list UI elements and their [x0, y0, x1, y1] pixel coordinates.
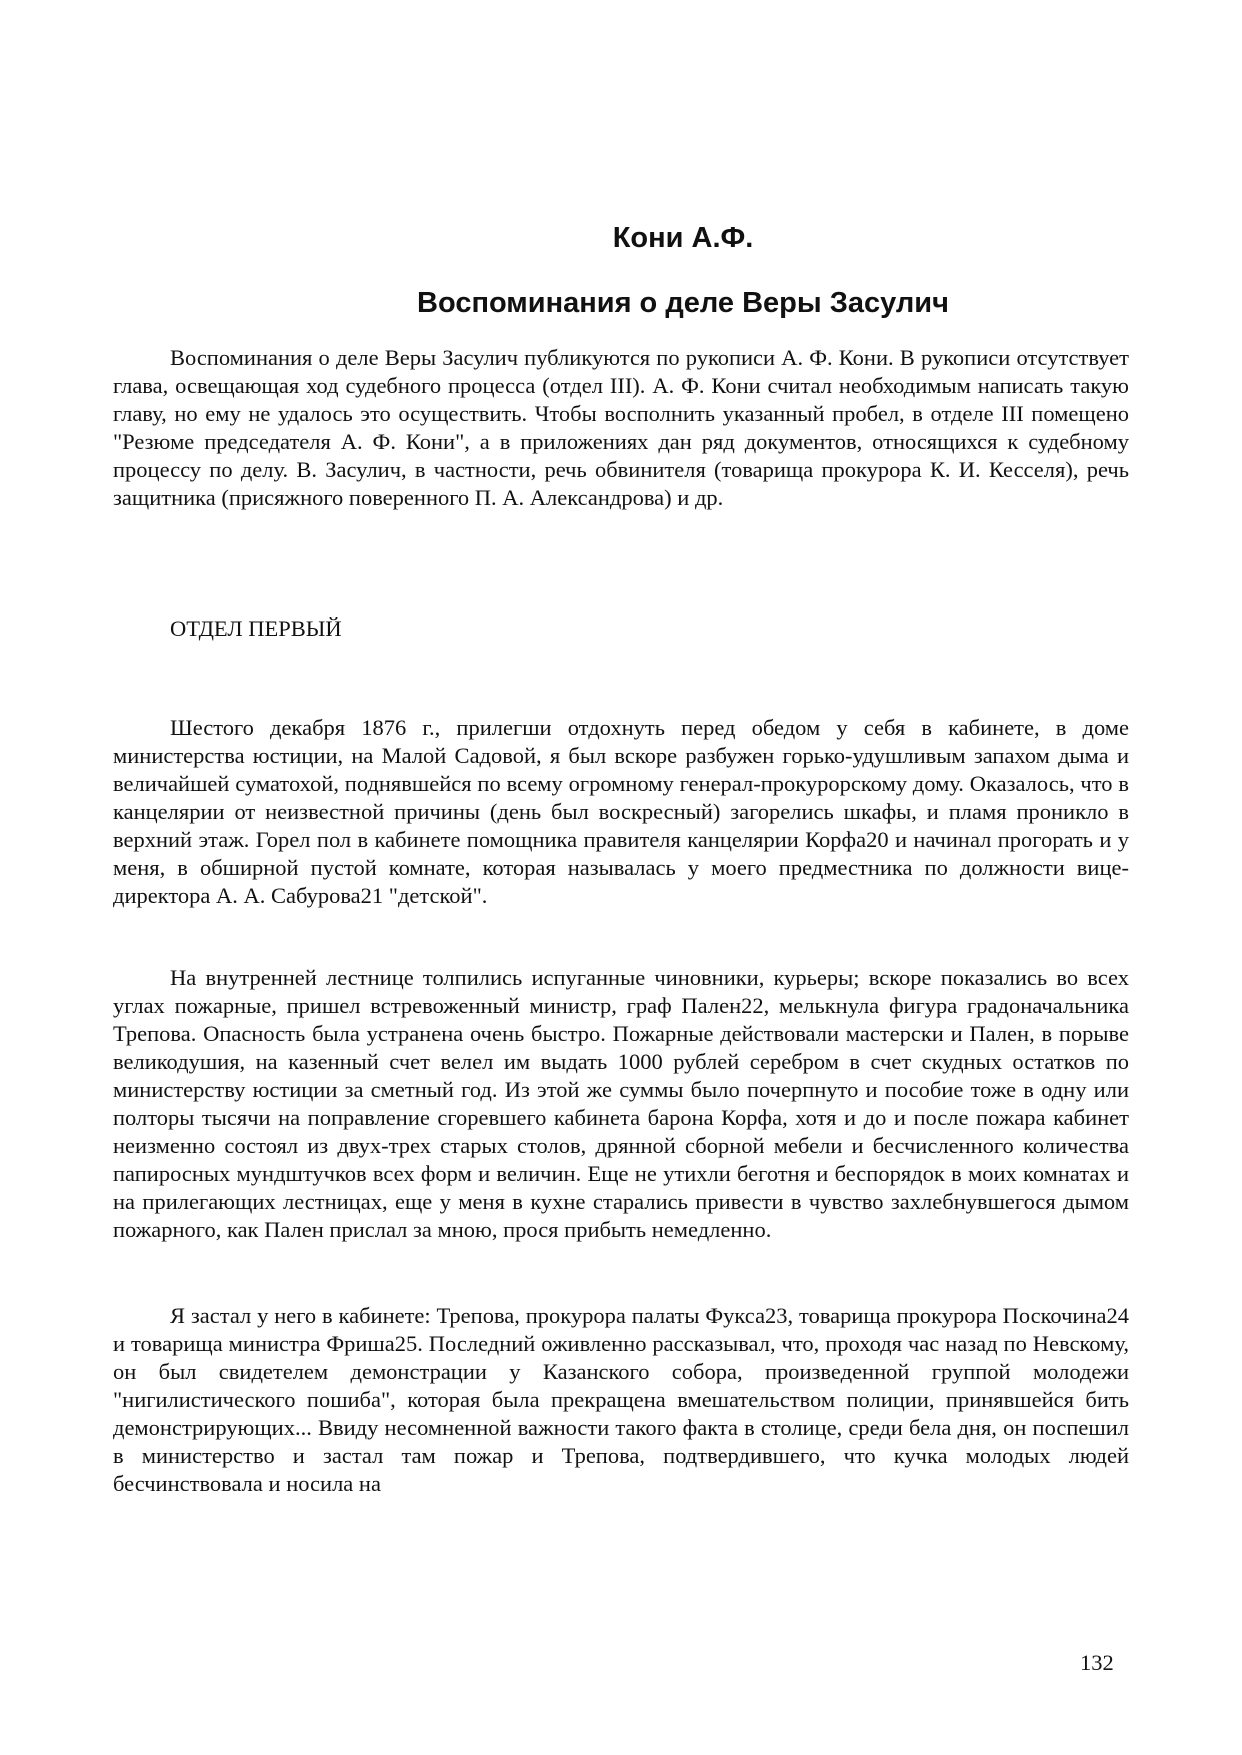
section-heading: ОТДЕЛ ПЕРВЫЙ — [170, 616, 342, 641]
author-heading: Кони А.Ф. — [612, 222, 754, 254]
document-title: Воспоминания о деле Веры Засулич — [417, 287, 949, 319]
intro-paragraph: Воспоминания о деле Веры Засулич публикуются по рукописи А. Ф. Кони. В рукописи отсутствует глава, освещающая ход судебного процесса (отдел III). А. Ф. Кони считал необходимым написать такую главу, но ему не удалось это осуществить. Чтобы восполнить указанный пробел, в отделе III помещено "Резюме председателя А. Ф. Кони", а в приложениях дан ряд документов, относящихся к судебному процессу по делу. В. Засулич, в частности, речь обвинителя (товарища прокурора К. И. Кесселя), речь защитника (присяжного поверенного П. А. Александрова) и др. — [113, 345, 1129, 510]
page-number: 132 — [1080, 1650, 1114, 1675]
body-paragraph: Я застал у него в кабинете: Трепова, прокурора палаты Фукса23, товарища прокурора Поскочина24 и товарища министра Фриша25. Последний оживленно рассказывал, что, проходя час назад по Невскому, он был свидетелем демонстрации у Казанского собора, произведенной группой молодежи "нигилистического пошиба", которая была прекращена вмешательством полиции, принявшейся бить демонстрирующих... Ввиду несомненной важности такого факта в столице, среди бела дня, он поспешил в министерство и застал там пожар и Трепова, подтвердившего, что кучка молодых людей бесчинствовала и носила на — [113, 1303, 1129, 1496]
body-paragraph: На внутренней лестнице толпились испуганные чиновники, курьеры; вскоре показались во всех углах пожарные, пришел встревоженный министр, граф Пален22, мелькнула фигура градоначальника Трепова. Опасность была устранена очень быстро. Пожарные действовали мастерски и Пален, в порыве великодушия, на казенный счет велел им выдать 1000 рублей серебром в счет скудных остатков по министерству юстиции за сметный год. Из этой же суммы было почерпнуто и пособие тоже в одну или полторы тысячи на поправление сгоревшего кабинета барона Корфа, хотя и до и после пожара кабинет неизменно состоял из двух-трех старых столов, дрянной сборной мебели и бесчисленного количества папиросных мундштучков всех форм и величин. Еще не утихли беготня и беспорядок в моих комнатах и на прилегающих лестницах, еще у меня в кухне старались привести в чувство захлебнувшегося дымом пожарного, как Пален прислал за мною, прося прибыть немедленно. — [113, 965, 1129, 1242]
body-paragraph: Шестого декабря 1876 г., прилегши отдохнуть перед обедом у себя в кабинете, в доме министерства юстиции, на Малой Садовой, я был вскоре разбужен горько-удушливым запахом дыма и величайшей суматохой, поднявшейся по всему огромному генерал-прокурорскому дому. Оказалось, что в канцелярии от неизвестной причины (день был воскресный) загорелись шкафы, и пламя проникло в верхний этаж. Горел пол в кабинете помощника правителя канцелярии Корфа20 и начинал прогорать и у меня, в обширной пустой комнате, которая называлась у моего предместника по должности вице-директора А. А. Сабурова21 "детской". — [113, 715, 1129, 908]
